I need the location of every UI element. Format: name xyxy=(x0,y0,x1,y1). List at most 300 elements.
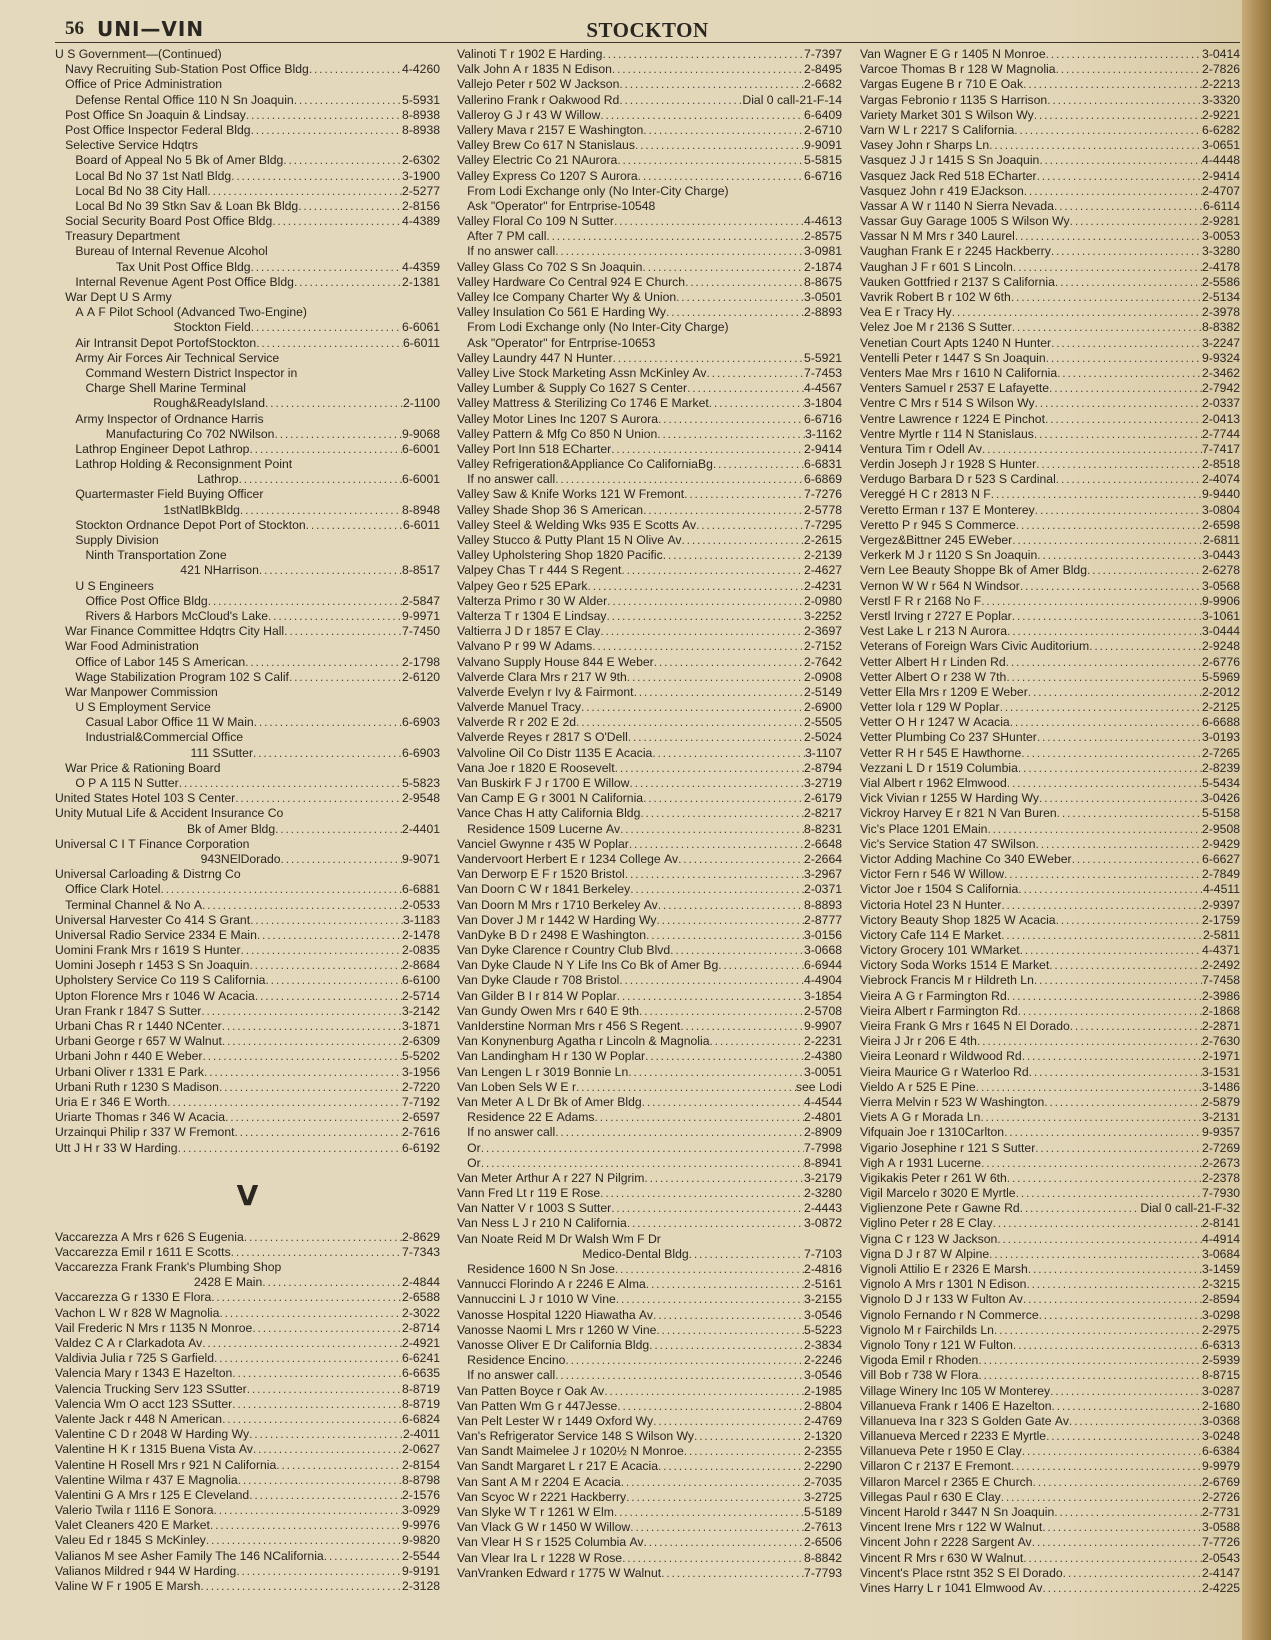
listing-phone: 2-4231 xyxy=(804,578,842,593)
listing-entry xyxy=(860,1384,1240,1399)
listing-name: Valinoti T r 1902 E Harding xyxy=(457,47,603,61)
listing-entry xyxy=(457,1459,842,1474)
listing-entry xyxy=(55,199,440,214)
listing-entry xyxy=(860,1247,1240,1262)
leader-dots xyxy=(211,1290,402,1305)
listing-phone: 8-8938 xyxy=(402,107,440,122)
listing-entry xyxy=(457,1490,842,1505)
listing-name: War Food Administration xyxy=(55,639,199,654)
leader-dots xyxy=(653,1308,804,1323)
listing-name: Supply Division xyxy=(55,533,159,547)
listing-entry xyxy=(55,1049,440,1064)
listing-name: Defense Rental Office 110 N Sn Joaquin xyxy=(55,92,294,107)
listing-entry xyxy=(55,989,440,1004)
listing-name: Vigil Marcelo r 3020 E Myrtle xyxy=(860,1186,1016,1201)
listing-entry xyxy=(860,1459,1240,1474)
listing-phone: 2-2664 xyxy=(804,851,842,866)
listing-entry xyxy=(457,1308,842,1323)
listing-entry xyxy=(457,639,842,654)
leader-dots xyxy=(643,791,804,806)
listing-name: Valverde Clara Mrs r 217 W 9th xyxy=(457,669,627,684)
listing-phone: 6-6688 xyxy=(1202,715,1240,730)
listing-phone: 6-6241 xyxy=(402,1351,440,1366)
listing-phone: 3-1871 xyxy=(402,1019,440,1033)
leader-dots xyxy=(604,1384,804,1399)
listing-phone: 2-7731 xyxy=(1202,1505,1240,1519)
listing-entry xyxy=(55,47,440,62)
listing-entry xyxy=(457,47,842,62)
listing-phone: 4-4389 xyxy=(402,214,440,229)
leader-dots xyxy=(222,1412,402,1427)
listing-entry xyxy=(55,1564,440,1579)
listing-entry xyxy=(55,1245,440,1260)
listing-entry xyxy=(55,518,440,533)
listing-entry xyxy=(457,1399,842,1414)
listing-entry xyxy=(457,1034,842,1049)
listing-phone: 2-8794 xyxy=(804,760,842,775)
listing-name: Valley Stucco & Putty Plant 15 N Olive Av xyxy=(457,533,682,547)
listing-entry xyxy=(457,837,842,852)
leader-dots xyxy=(657,427,805,442)
listing-name: Vandervoort Herbert E r 1234 College Av xyxy=(457,851,679,866)
listing-phone: 2-1971 xyxy=(1202,1049,1240,1064)
listing-name: Medico-Dental Bldg xyxy=(457,1246,689,1261)
leader-dots xyxy=(1012,533,1203,548)
listing-phone: 9-9971 xyxy=(402,608,440,623)
listing-name: War Finance Committee Hdqtrs City Hall xyxy=(55,624,285,639)
listing-name: O P A 115 N Sutter xyxy=(55,776,179,790)
leader-dots xyxy=(231,1245,402,1260)
leader-dots xyxy=(617,153,804,168)
listing-name: Valpey Geo r 525 EPark xyxy=(457,578,588,593)
leader-dots xyxy=(989,138,1202,153)
listing-name: Valine W F r 1905 E Marsh xyxy=(55,1579,201,1593)
listing-phone: 2-8154 xyxy=(402,1457,440,1472)
listing-entry xyxy=(55,244,440,259)
listing-entry xyxy=(457,138,842,153)
leader-dots xyxy=(629,837,804,852)
listing-name: Valley Motor Lines Inc 1207 S Aurora xyxy=(457,411,658,426)
listing-entry xyxy=(457,563,842,578)
leader-dots xyxy=(201,1004,402,1019)
listing-phone: 7-7417 xyxy=(1202,441,1240,456)
listing-phone: 9-9357 xyxy=(1202,1125,1240,1140)
leader-dots xyxy=(980,1110,1202,1125)
listing-name: Victory Soda Works 1514 E Market xyxy=(860,958,1050,973)
listing-name: Terminal Channel & No A xyxy=(55,897,202,912)
listing-name: Variety Market 301 S Wilson Wy xyxy=(860,107,1034,122)
leader-dots xyxy=(600,624,804,639)
listing-entry xyxy=(55,1275,440,1290)
listing-phone: 2-8141 xyxy=(1202,1216,1240,1231)
listing-entry xyxy=(55,1518,440,1533)
listing-phone: 9-9976 xyxy=(402,1518,440,1533)
leader-dots xyxy=(628,730,804,745)
listing-name: Valk John A r 1835 N Edison xyxy=(457,62,612,77)
listing-entry xyxy=(55,260,440,275)
listing-name: War Manpower Commission xyxy=(55,684,218,699)
listing-phone: 5-5921 xyxy=(804,350,842,365)
listing-entry xyxy=(457,700,842,715)
listing-name: Vern Lee Beauty Shoppe Bk of Amer Bldg xyxy=(860,563,1087,578)
listing-entry xyxy=(457,761,842,776)
listing-entry xyxy=(55,1473,440,1488)
listing-name: Vigikakis Peter r 261 W 6th xyxy=(860,1170,1007,1185)
listing-phone: 4-4613 xyxy=(804,214,842,229)
listing-name: Villaron Marcel r 2365 E Church xyxy=(860,1474,1033,1489)
leader-dots xyxy=(629,776,804,791)
listing-name: Vergez&Bittner 245 EWeber xyxy=(860,533,1013,547)
guide-words: UNI—VIN xyxy=(97,17,205,41)
listing-phone: 3-0546 xyxy=(804,1368,842,1383)
listing-entry xyxy=(457,685,842,700)
listing-name: Villaron C r 2137 E Fremont xyxy=(860,1459,1011,1474)
listing-entry xyxy=(457,427,842,442)
listing-entry xyxy=(55,791,440,806)
listing-phone: 2-4816 xyxy=(804,1262,842,1276)
leader-dots xyxy=(251,260,403,275)
listing-entry xyxy=(55,867,440,882)
listing-name: Office of Labor 145 S American xyxy=(55,654,246,669)
listing-phone: 7-7930 xyxy=(1202,1186,1240,1201)
listing-phone: 2-8804 xyxy=(804,1398,842,1413)
leader-dots xyxy=(1036,457,1202,472)
leader-dots xyxy=(202,1336,402,1351)
listing-name: United States Hotel 103 S Center xyxy=(55,791,236,806)
listing-entry xyxy=(457,579,842,594)
listing-name: Valley Refrigeration&Appliance Co CaliforniaBg xyxy=(457,457,713,472)
listing-entry xyxy=(860,639,1240,654)
listing-name: Viets A G r Morada Ln xyxy=(860,1110,981,1125)
leader-dots xyxy=(1055,275,1202,290)
listing-entry xyxy=(457,260,842,275)
listing-entry xyxy=(457,487,842,502)
listing-entry xyxy=(860,320,1240,335)
listing-name: VanIderstine Norman Mrs r 456 S Regent xyxy=(457,1019,681,1033)
listing-name: Vest Lake L r 213 N Aurora xyxy=(860,624,1008,639)
leader-dots xyxy=(298,199,402,214)
page-number: 56 xyxy=(65,18,84,39)
listing-entry xyxy=(860,1125,1240,1140)
listing-phone: 2-4801 xyxy=(804,1110,842,1125)
listing-entry xyxy=(860,1581,1240,1596)
listing-phone: 2-2726 xyxy=(1202,1489,1240,1504)
leader-dots xyxy=(621,1475,804,1490)
listing-phone: 3-0248 xyxy=(1202,1429,1240,1444)
listing-entry xyxy=(860,305,1240,320)
listing-name: Valvano P r 99 W Adams xyxy=(457,639,593,654)
listing-name: Van Scyoc W r 2221 Hackberry xyxy=(457,1489,627,1504)
listing-name: Lathrop Engineer Depot Lathrop xyxy=(55,441,250,456)
listing-entry xyxy=(457,624,842,639)
listing-phone: 2-3280 xyxy=(804,1186,842,1201)
listing-phone: 3-1459 xyxy=(1202,1262,1240,1276)
leader-dots xyxy=(232,1366,402,1381)
leader-dots xyxy=(1036,837,1203,852)
leader-dots xyxy=(1052,1399,1203,1414)
listing-phone: 2-5544 xyxy=(402,1548,440,1563)
listing-name: Vaccarezza Frank Frank's Plumbing Shop xyxy=(55,1260,282,1275)
leader-dots xyxy=(696,518,804,533)
leader-dots xyxy=(978,1368,1202,1383)
listing-name: Local Bd No 38 City Hall xyxy=(55,183,208,198)
listing-entry xyxy=(860,153,1240,168)
listing-entry xyxy=(860,1338,1240,1353)
listing-name: Vill Bob r 738 W Flora xyxy=(860,1368,979,1383)
leader-dots xyxy=(656,1323,804,1338)
listing-name: Valvoline Oil Co Distr 1135 E Acacia xyxy=(457,745,653,760)
leader-dots xyxy=(1011,290,1202,305)
leader-dots xyxy=(281,852,403,867)
listing-phone: 3-0872 xyxy=(804,1216,842,1231)
listing-phone: 2-2125 xyxy=(1202,700,1240,715)
listing-phone: 9-9907 xyxy=(804,1019,842,1033)
leader-dots xyxy=(1037,548,1202,563)
listing-phone: 3-0414 xyxy=(1202,47,1240,61)
listing-name: Vignolo A Mrs r 1301 N Edison xyxy=(860,1277,1027,1292)
leader-dots xyxy=(600,108,804,123)
listing-entry xyxy=(55,1290,440,1305)
listing-entry xyxy=(457,1065,842,1080)
leader-dots xyxy=(1029,1065,1202,1080)
listing-name: Ventre Lawrence r 1224 E Pinchot xyxy=(860,411,1045,426)
listing-name: Vetter Albert O r 238 W 7th xyxy=(860,669,1007,684)
listing-phone: 2-4011 xyxy=(402,1427,440,1442)
listing-phone: 2-6278 xyxy=(1202,563,1240,578)
listing-phone: 2-9429 xyxy=(1202,836,1240,851)
listing-phone: 7-7276 xyxy=(804,487,842,502)
listing-entry xyxy=(457,1186,842,1201)
listing-phone: 9-9324 xyxy=(1202,350,1240,365)
column-3-listings xyxy=(860,47,1240,1596)
listing-name: Van Ness L J r 210 N California xyxy=(457,1216,627,1231)
listing-entry xyxy=(457,305,842,320)
leader-dots xyxy=(991,487,1202,502)
listing-phone: see Lodi xyxy=(795,1079,842,1094)
listing-entry xyxy=(860,381,1240,396)
listing-entry xyxy=(457,655,842,670)
listing-name: Wage Stabilization Program 102 S Calif xyxy=(55,669,289,684)
listing-entry xyxy=(55,305,440,320)
listing-phone: 4-4448 xyxy=(1202,153,1240,168)
listing-phone: 4-4544 xyxy=(804,1094,842,1109)
listing-phone: 3-1107 xyxy=(804,745,842,760)
listing-name: Vasquez Jack Red 518 ECharter xyxy=(860,168,1037,183)
listing-entry xyxy=(860,1414,1240,1429)
listing-phone: 2-5939 xyxy=(1202,1353,1240,1368)
listing-name: Village Winery Inc 105 W Monterey xyxy=(860,1383,1051,1398)
leader-dots xyxy=(272,214,402,229)
listing-entry xyxy=(860,776,1240,791)
listing-phone: 6-6716 xyxy=(804,168,842,183)
listing-entry xyxy=(457,1520,842,1535)
leader-dots xyxy=(265,396,403,411)
listing-phone: 2-6682 xyxy=(804,77,842,92)
listing-phone: 5-5158 xyxy=(1202,806,1240,821)
listing-entry xyxy=(55,1412,440,1427)
leader-dots xyxy=(1020,1201,1141,1216)
listing-phone: 9-9979 xyxy=(1202,1459,1240,1474)
listing-name: Ninth Transportation Zone xyxy=(55,548,227,563)
leader-dots xyxy=(713,457,804,472)
listing-name: Universal Carloading & Distrng Co xyxy=(55,867,241,882)
listing-name: Army Inspector of Ordnance Harris xyxy=(55,411,264,426)
listing-phone: 2-4225 xyxy=(1202,1580,1240,1595)
listing-name: Vincent's Place rstnt 352 S El Dorado xyxy=(860,1565,1063,1580)
listing-name: Office Clark Hotel xyxy=(55,882,161,897)
listing-name: Vincent Harold r 3447 N Sn Joaquin xyxy=(860,1505,1055,1519)
listing-name: Van Doorn M Mrs r 1710 Berkeley Av xyxy=(457,897,658,912)
listing-phone: 2-6120 xyxy=(402,669,440,684)
listing-phone: 9-9091 xyxy=(804,138,842,153)
listing-phone: 2-4401 xyxy=(402,821,440,836)
listing-entry xyxy=(860,1216,1240,1231)
listing-phone: 2-8217 xyxy=(804,806,842,821)
listing-phone: 3-0546 xyxy=(804,1307,842,1322)
listing-phone: 2-5505 xyxy=(804,715,842,730)
leader-dots xyxy=(259,563,402,578)
listing-name: Valley Floral Co 109 N Sutter xyxy=(457,214,614,229)
leader-dots xyxy=(1051,244,1202,259)
listing-name: Valencia Mary r 1343 E Hazelton xyxy=(55,1366,233,1381)
leader-dots xyxy=(639,1004,804,1019)
leader-dots xyxy=(644,1535,805,1550)
listing-entry xyxy=(55,609,440,624)
leader-dots xyxy=(1016,518,1202,533)
listing-name: Verdugo Barbara D r 523 S Cardinal xyxy=(860,472,1056,487)
listing-phone: 2-3128 xyxy=(402,1579,440,1593)
listing-name: Stockton Field xyxy=(55,320,251,335)
page-header xyxy=(55,18,1240,43)
leader-dots xyxy=(643,123,804,138)
listing-entry xyxy=(457,320,842,335)
listing-entry xyxy=(860,867,1240,882)
listing-entry xyxy=(55,913,440,928)
listing-name: Vaughan J F r 601 S Lincoln xyxy=(860,259,1013,274)
listing-phone: 2-3986 xyxy=(1202,988,1240,1003)
listing-entry xyxy=(55,685,440,700)
listing-phone: 3-2131 xyxy=(1202,1110,1240,1125)
listing-entry xyxy=(55,472,440,487)
listing-name: Vic's Place 1201 EMain xyxy=(860,821,988,836)
listing-entry xyxy=(457,1262,842,1277)
listing-phone: 2-3978 xyxy=(1202,305,1240,320)
listing-phone: 3-1956 xyxy=(402,1064,440,1079)
listing-phone: 8-8231 xyxy=(804,821,842,836)
listing-entry xyxy=(457,1049,842,1064)
listing-phone: 3-1804 xyxy=(804,396,842,411)
leader-dots xyxy=(680,1019,804,1034)
listing-entry xyxy=(860,396,1240,411)
listing-entry xyxy=(55,123,440,138)
listing-entry xyxy=(457,1505,842,1520)
listing-entry xyxy=(457,503,842,518)
listing-name: Valencia Wm O acct 123 SSutter xyxy=(55,1396,233,1411)
listing-name: Van Vlack G W r 1450 W Willow xyxy=(457,1520,631,1535)
listing-name: Bureau of Internal Revenue Alcohol xyxy=(55,244,268,259)
listing-entry xyxy=(55,1382,440,1397)
listing-name: Velez Joe M r 2136 S Sutter xyxy=(860,320,1012,335)
listing-name: Quartermaster Field Buying Officer xyxy=(55,487,264,502)
listing-entry xyxy=(457,533,842,548)
leader-dots xyxy=(646,928,804,943)
listing-name: Vincent R Mrs r 630 W Walnut xyxy=(860,1550,1024,1565)
listing-name: Social Security Board Post Office Bldg xyxy=(55,214,273,229)
leader-dots xyxy=(634,685,804,700)
listing-name: Vanosse Naomi L Mrs r 1260 W Vine xyxy=(457,1322,657,1337)
listing-phone: 2-9414 xyxy=(1202,168,1240,183)
listing-phone: 8-8893 xyxy=(804,897,842,912)
listing-entry xyxy=(860,244,1240,259)
leader-dots xyxy=(1072,852,1202,867)
leader-dots xyxy=(257,928,402,943)
leader-dots xyxy=(670,943,804,958)
listing-phone: 3-0684 xyxy=(1202,1246,1240,1261)
listing-name: Valentine C D r 2048 W Harding Wy xyxy=(55,1427,250,1442)
listing-phone: 7-7453 xyxy=(804,365,842,380)
leader-dots xyxy=(619,973,804,988)
listing-phone: 6-6384 xyxy=(1202,1444,1240,1459)
listing-entry xyxy=(55,761,440,776)
listing-phone: 2-2615 xyxy=(804,533,842,547)
listing-name: Vaccarezza G r 1330 E Flora xyxy=(55,1290,212,1305)
listing-phone: 8-8382 xyxy=(1202,320,1240,335)
listing-name: Vann Fred Lt r 119 E Rose xyxy=(457,1186,601,1201)
leader-dots xyxy=(1070,1019,1202,1034)
listing-name: 1stNatlBkBldg xyxy=(55,502,240,517)
leader-dots xyxy=(607,594,804,609)
leader-dots xyxy=(619,77,804,92)
listing-name: Vanciel Gwynne r 435 W Poplar xyxy=(457,836,629,851)
listing-phone: 5-5969 xyxy=(1202,669,1240,684)
listing-entry xyxy=(457,791,842,806)
listing-name: Vernon W W r 564 N Windsor xyxy=(860,578,1020,593)
listing-name: Vannuccini L J r 1010 W Vine xyxy=(457,1292,616,1307)
listing-name: Varn W L r 2217 S California xyxy=(860,122,1015,137)
listing-name: Ask "Operator" for Entrprise-10548 xyxy=(457,198,656,213)
listing-entry xyxy=(457,1080,842,1095)
listing-phone: 7-7397 xyxy=(804,47,842,61)
listing-entry xyxy=(860,563,1240,578)
leader-dots xyxy=(615,1262,804,1277)
leader-dots xyxy=(994,1323,1202,1338)
listing-entry xyxy=(457,184,842,199)
listing-phone: 3-0051 xyxy=(804,1064,842,1079)
leader-dots xyxy=(1018,882,1203,897)
listing-phone: 2-0337 xyxy=(1202,396,1240,411)
listing-phone: 6-6944 xyxy=(804,958,842,973)
listing-phone: 8-8798 xyxy=(402,1472,440,1487)
listing-entry xyxy=(860,655,1240,670)
listing-phone: 2-2290 xyxy=(804,1459,842,1474)
listing-phone: 2-7616 xyxy=(402,1125,440,1140)
leader-dots xyxy=(309,62,402,77)
listing-name: Viglienzone Pete r Gawne Rd xyxy=(860,1201,1020,1216)
leader-dots xyxy=(241,943,402,958)
leader-dots xyxy=(1001,1490,1202,1505)
leader-dots xyxy=(627,1216,804,1231)
listing-entry xyxy=(457,670,842,685)
listing-entry xyxy=(55,1533,440,1548)
listing-entry xyxy=(55,108,440,123)
leader-dots xyxy=(200,1579,402,1594)
listing-entry xyxy=(55,624,440,639)
listing-name: Navy Recruiting Sub-Station Post Office Bldg xyxy=(55,62,309,77)
listing-entry xyxy=(55,837,440,852)
listing-phone: 3-3320 xyxy=(1202,92,1240,107)
listing-name: Vieira Maurice G r Waterloo Rd xyxy=(860,1064,1029,1079)
listing-phone: 9-9068 xyxy=(402,426,440,441)
